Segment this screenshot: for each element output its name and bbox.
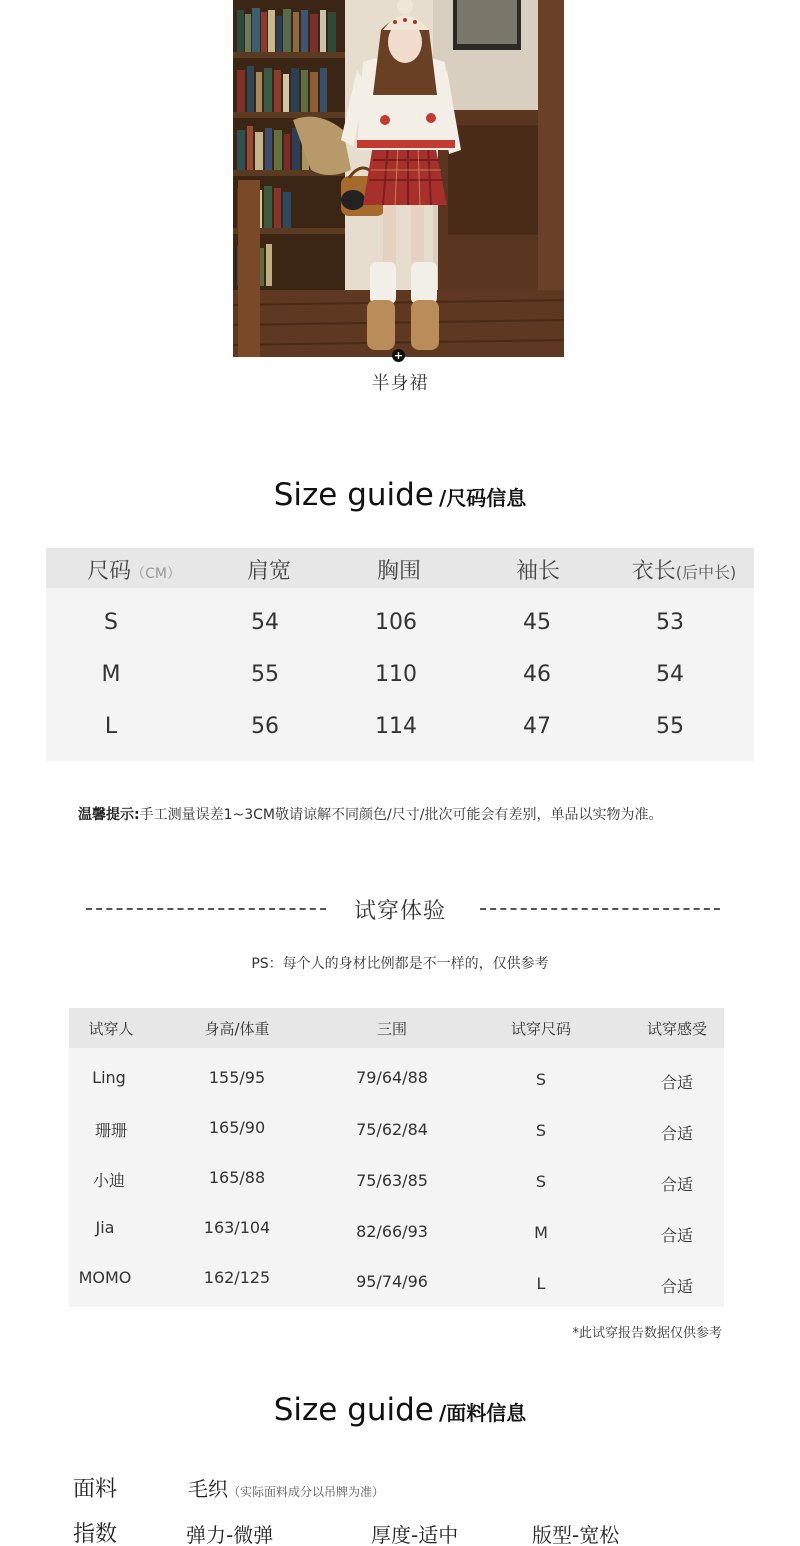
size-cell: 47 — [523, 714, 551, 739]
try-header-cell: 试穿感受 — [646, 1020, 708, 1038]
fabric-material-value: 毛织（实际面料成分以吊牌为准） — [188, 1477, 385, 1501]
fabric-index-label: 指数 — [73, 1522, 118, 1546]
product-photo — [233, 0, 564, 357]
tip-text: 手工测量误差1~3CM敬请谅解不同颜色/尺寸/批次可能会有差别，单品以实物为准。 — [139, 807, 663, 823]
product-photo-illustration — [233, 0, 564, 357]
fabric-title-cn: /面料信息 — [438, 1401, 527, 1425]
try-cell: 82/66/93 — [356, 1222, 428, 1241]
try-cell: 合适 — [660, 1175, 694, 1194]
size-guide-title-cn: /尺码信息 — [438, 486, 527, 510]
fabric-fit: 版型-宽松 — [532, 1523, 620, 1546]
try-cell: S — [535, 1172, 547, 1191]
size-cell: S — [104, 610, 118, 635]
plus-circle-icon[interactable]: + — [393, 349, 404, 362]
fabric-thickness: 厚度-适中 — [371, 1523, 459, 1546]
fabric-heading — [0, 1392, 800, 1428]
measurement-tip — [78, 804, 662, 824]
try-cell: 75/63/85 — [356, 1171, 428, 1190]
try-cell: M — [534, 1223, 548, 1242]
size-cell: L — [104, 714, 118, 739]
try-cell: 163/104 — [203, 1218, 271, 1237]
tip-label: 温馨提示: — [78, 807, 140, 823]
size-cell: 56 — [251, 714, 279, 739]
size-cell: M — [101, 662, 121, 687]
try-cell: 155/95 — [208, 1068, 266, 1087]
try-cell: Ling — [92, 1068, 126, 1087]
fabric-material-label: 面料 — [73, 1477, 118, 1502]
try-cell: 75/62/84 — [356, 1120, 428, 1139]
size-guide-title-en: Size guide — [273, 477, 434, 513]
try-cell: 165/88 — [208, 1168, 266, 1187]
size-cell: 54 — [656, 662, 684, 687]
size-cell: 114 — [375, 714, 417, 739]
try-cell: L — [536, 1274, 546, 1293]
fabric-title-en: Size guide — [273, 1392, 434, 1428]
try-on-ps-note: PS：每个人的身材比例都是不一样的，仅供参考 — [251, 956, 549, 972]
size-header-cell: 袖长 — [515, 559, 561, 584]
try-cell: 95/74/96 — [356, 1272, 428, 1291]
try-cell: 79/64/88 — [356, 1068, 428, 1087]
size-header-cell: 肩宽 — [246, 559, 292, 584]
size-cell: 54 — [251, 610, 279, 635]
try-cell: S — [535, 1070, 547, 1089]
size-cell: 55 — [656, 714, 684, 739]
try-cell: S — [535, 1121, 547, 1140]
try-cell: Jia — [95, 1218, 115, 1237]
try-cell: 165/90 — [208, 1118, 266, 1137]
try-header-cell: 试穿人 — [88, 1020, 134, 1038]
try-cell: MOMO — [78, 1268, 132, 1287]
try-cell: 162/125 — [203, 1268, 271, 1287]
try-cell: 合适 — [660, 1073, 694, 1092]
size-cell: 53 — [656, 610, 684, 635]
size-header-cell: 衣长(后中长) — [631, 559, 737, 584]
size-table — [46, 548, 754, 761]
size-table-header — [46, 548, 754, 588]
size-cell: 55 — [251, 662, 279, 687]
try-cell: 合适 — [660, 1226, 694, 1245]
size-cell: 110 — [375, 662, 417, 687]
try-header-cell: 身高/体重 — [204, 1020, 270, 1038]
size-cell: 106 — [375, 610, 417, 635]
try-on-table-header — [69, 1008, 724, 1048]
size-guide-heading — [0, 477, 800, 513]
try-on-disclaimer: *此试穿报告数据仅供参考 — [572, 1326, 722, 1341]
try-cell: 合适 — [660, 1277, 694, 1296]
try-cell: 珊珊 — [94, 1121, 128, 1140]
try-header-cell: 三围 — [376, 1020, 408, 1038]
size-cell: 46 — [523, 662, 551, 687]
size-header-cell: 尺码（CM） — [87, 559, 181, 584]
try-on-title: 试穿体验 — [353, 899, 446, 924]
try-on-table — [69, 1008, 724, 1307]
size-header-cell: 胸围 — [376, 559, 422, 584]
fabric-elasticity: 弹力-微弹 — [186, 1523, 274, 1546]
try-header-cell: 试穿尺码 — [510, 1020, 572, 1038]
photo-caption: 半身裙 — [371, 373, 429, 394]
size-cell: 45 — [523, 610, 551, 635]
fabric-material-note: （实际面料成分以吊牌为准） — [228, 1485, 385, 1499]
try-cell: 小迪 — [92, 1171, 126, 1190]
try-cell: 合适 — [660, 1124, 694, 1143]
